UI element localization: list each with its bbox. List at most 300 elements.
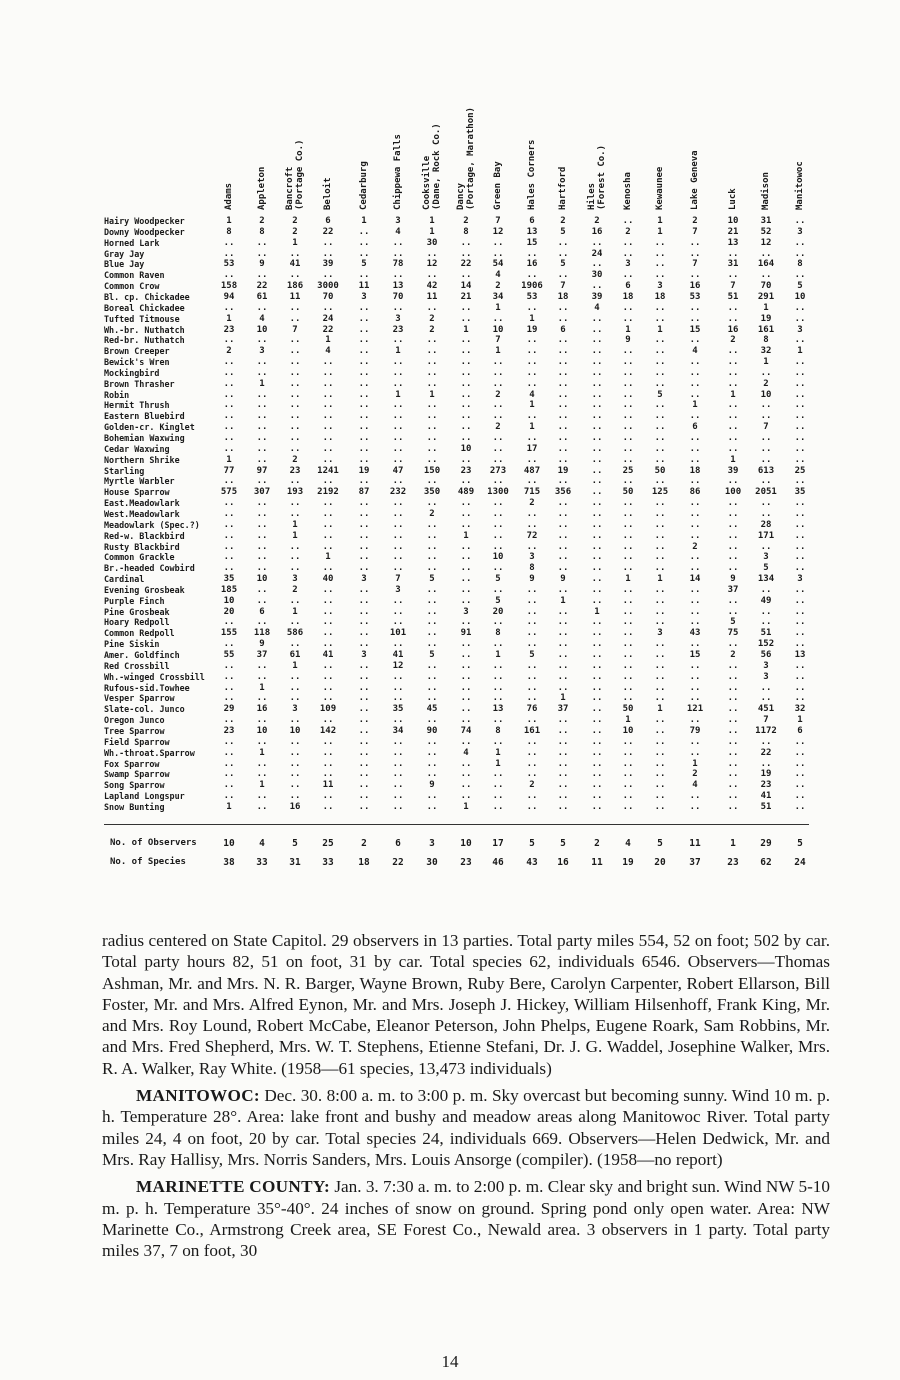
summary-cell: 11 xyxy=(591,857,603,868)
count-cell: 4 xyxy=(692,346,698,357)
species-name: Wh.-throat.Sparrow xyxy=(104,747,195,758)
count-cell: 5 xyxy=(361,259,367,270)
count-cell: .. xyxy=(689,367,701,378)
count-cell: .. xyxy=(460,736,472,747)
count-cell: .. xyxy=(689,552,701,563)
count-cell: 24 xyxy=(591,248,603,259)
count-cell: 9 xyxy=(259,639,265,650)
count-cell: .. xyxy=(526,248,538,259)
count-cell: 2 xyxy=(292,216,298,226)
species-name: Song Sparrow xyxy=(104,780,165,791)
count-cell: 7 xyxy=(692,259,698,270)
count-cell: 109 xyxy=(319,704,337,715)
count-cell: 50 xyxy=(654,465,666,476)
count-cell: .. xyxy=(526,541,538,552)
count-cell: 1 xyxy=(259,378,265,389)
count-cell: .. xyxy=(654,650,666,660)
count-cell: 10 xyxy=(223,595,235,606)
species-name: Downy Woodpecker xyxy=(104,226,185,237)
count-cell: .. xyxy=(689,693,701,704)
count-cell: .. xyxy=(760,584,772,595)
count-cell: 613 xyxy=(757,465,775,476)
count-cell: .. xyxy=(426,302,438,313)
count-cell: .. xyxy=(322,498,334,509)
count-cell: .. xyxy=(223,791,235,802)
count-cell: .. xyxy=(223,422,235,433)
count-cell: 1 xyxy=(429,389,435,400)
count-cell: .. xyxy=(622,237,634,248)
count-cell: .. xyxy=(760,411,772,422)
count-cell: .. xyxy=(256,443,268,454)
count-cell: .. xyxy=(392,335,404,346)
count-cell: .. xyxy=(322,758,334,769)
count-cell: .. xyxy=(256,411,268,422)
count-cell: .. xyxy=(289,389,301,400)
count-cell: .. xyxy=(460,682,472,693)
count-cell: .. xyxy=(794,606,806,617)
count-cell: .. xyxy=(591,498,603,509)
count-cell: 16 xyxy=(526,259,538,270)
count-cell: .. xyxy=(460,422,472,433)
count-cell: .. xyxy=(557,476,569,487)
count-cell: 1 xyxy=(463,324,469,335)
count-cell: 19 xyxy=(526,324,538,335)
count-cell: .. xyxy=(426,400,438,411)
count-cell: .. xyxy=(794,801,806,812)
count-cell: .. xyxy=(557,639,569,650)
count-cell: .. xyxy=(358,400,370,411)
count-cell: .. xyxy=(591,433,603,443)
count-cell: .. xyxy=(358,660,370,671)
species-name: Rufous-sid.Towhee xyxy=(104,682,190,693)
column-header xyxy=(527,75,545,210)
count-cell: 7 xyxy=(763,715,769,726)
count-cell: 41 xyxy=(322,650,334,660)
count-cell: .. xyxy=(223,508,235,519)
count-cell: .. xyxy=(256,758,268,769)
count-cell: .. xyxy=(557,237,569,248)
count-cell: .. xyxy=(358,747,370,758)
count-cell: .. xyxy=(426,346,438,357)
count-cell: .. xyxy=(426,769,438,780)
count-cell: .. xyxy=(689,595,701,606)
species-name: Brown Thrasher xyxy=(104,378,175,389)
count-cell: .. xyxy=(426,248,438,259)
count-cell: 2 xyxy=(692,769,698,780)
count-cell: .. xyxy=(358,595,370,606)
count-cell: .. xyxy=(322,671,334,682)
count-cell: .. xyxy=(654,433,666,443)
count-cell: .. xyxy=(591,584,603,595)
count-cell: 23 xyxy=(223,725,235,736)
summary-label: No. of Species xyxy=(110,857,186,867)
count-cell: .. xyxy=(492,357,504,368)
count-cell: 186 xyxy=(286,281,304,292)
count-cell: .. xyxy=(760,400,772,411)
count-cell: 8 xyxy=(495,628,501,639)
count-cell: .. xyxy=(358,736,370,747)
count-cell: 6 xyxy=(325,216,331,226)
column-header xyxy=(587,75,605,210)
count-cell: .. xyxy=(591,769,603,780)
count-cell: 2 xyxy=(529,780,535,791)
summary-cell: 25 xyxy=(322,838,334,849)
count-cell: .. xyxy=(654,302,666,313)
count-cell: 15 xyxy=(526,237,538,248)
count-cell: .. xyxy=(622,791,634,802)
species-name: House Sparrow xyxy=(104,487,170,498)
count-cell: .. xyxy=(526,357,538,368)
species-name: Hermit Thrush xyxy=(104,400,170,411)
column-header xyxy=(728,75,746,210)
count-cell: .. xyxy=(557,357,569,368)
column-header xyxy=(623,75,641,210)
count-cell: .. xyxy=(622,660,634,671)
count-cell: .. xyxy=(492,400,504,411)
count-cell: 12 xyxy=(426,259,438,270)
count-cell: .. xyxy=(689,519,701,530)
count-cell: .. xyxy=(392,248,404,259)
count-cell: .. xyxy=(358,433,370,443)
count-cell: .. xyxy=(460,378,472,389)
count-cell: .. xyxy=(392,693,404,704)
count-cell: .. xyxy=(557,422,569,433)
count-cell: .. xyxy=(289,302,301,313)
count-cell: 40 xyxy=(322,574,334,585)
count-cell: .. xyxy=(358,639,370,650)
count-cell: .. xyxy=(689,357,701,368)
count-cell: .. xyxy=(689,801,701,812)
count-cell: .. xyxy=(557,584,569,595)
count-cell: .. xyxy=(689,791,701,802)
count-cell: .. xyxy=(622,563,634,574)
count-cell: .. xyxy=(460,346,472,357)
count-cell: 1 xyxy=(429,226,435,237)
count-cell: .. xyxy=(223,747,235,758)
count-cell: .. xyxy=(794,563,806,574)
count-cell: .. xyxy=(289,270,301,281)
count-cell: .. xyxy=(460,519,472,530)
count-cell: .. xyxy=(223,660,235,671)
column-header-line: (Portage Co.) xyxy=(295,139,305,210)
column-header-text xyxy=(527,140,537,210)
count-cell: .. xyxy=(526,769,538,780)
count-cell: .. xyxy=(794,693,806,704)
count-cell: .. xyxy=(526,758,538,769)
count-cell: .. xyxy=(622,313,634,324)
count-cell: .. xyxy=(654,422,666,433)
count-cell: .. xyxy=(689,389,701,400)
count-cell: 4 xyxy=(259,313,265,324)
count-cell: 10 xyxy=(256,574,268,585)
count-cell: .. xyxy=(492,454,504,465)
count-cell: .. xyxy=(654,541,666,552)
count-cell: 13 xyxy=(392,281,404,292)
count-cell: 3 xyxy=(395,584,401,595)
count-cell: .. xyxy=(392,606,404,617)
count-cell: .. xyxy=(727,443,739,454)
count-cell: 23 xyxy=(223,324,235,335)
count-cell: .. xyxy=(460,552,472,563)
count-cell: 3 xyxy=(797,324,803,335)
count-cell: .. xyxy=(622,454,634,465)
count-cell: 5 xyxy=(429,650,435,660)
count-cell: .. xyxy=(622,617,634,628)
summary-cell: 3 xyxy=(429,838,435,849)
count-cell: .. xyxy=(392,270,404,281)
count-cell: .. xyxy=(794,595,806,606)
count-cell: .. xyxy=(223,541,235,552)
count-cell: .. xyxy=(557,498,569,509)
count-cell: .. xyxy=(591,736,603,747)
count-cell: .. xyxy=(289,476,301,487)
count-cell: .. xyxy=(460,476,472,487)
count-cell: .. xyxy=(460,769,472,780)
count-cell: 15 xyxy=(689,650,701,660)
count-cell: .. xyxy=(689,747,701,758)
column-header-line: Green Bay xyxy=(493,161,503,210)
count-cell: .. xyxy=(794,498,806,509)
count-cell: 2 xyxy=(292,454,298,465)
count-cell: 39 xyxy=(322,259,334,270)
count-cell: .. xyxy=(256,563,268,574)
count-cell: .. xyxy=(460,617,472,628)
count-cell: .. xyxy=(591,574,603,585)
column-header-line: Madison xyxy=(761,172,771,210)
count-cell: .. xyxy=(289,508,301,519)
count-cell: .. xyxy=(591,617,603,628)
count-cell: 9 xyxy=(429,780,435,791)
count-cell: 41 xyxy=(760,791,772,802)
count-cell: 142 xyxy=(319,725,337,736)
count-cell: .. xyxy=(426,693,438,704)
count-cell: .. xyxy=(460,367,472,378)
count-cell: 171 xyxy=(757,530,775,541)
count-cell: .. xyxy=(622,780,634,791)
count-cell: .. xyxy=(591,552,603,563)
count-cell: .. xyxy=(358,313,370,324)
species-name: Robin xyxy=(104,389,130,400)
count-cell: .. xyxy=(322,595,334,606)
count-cell: 185 xyxy=(220,584,238,595)
count-cell: 3 xyxy=(529,552,535,563)
count-cell: 575 xyxy=(220,487,238,498)
column-header-text xyxy=(285,140,305,210)
count-cell: .. xyxy=(460,704,472,715)
count-cell: 1 xyxy=(625,574,631,585)
count-cell: .. xyxy=(322,378,334,389)
count-cell: .. xyxy=(289,780,301,791)
count-cell: .. xyxy=(526,736,538,747)
count-cell: 55 xyxy=(223,650,235,660)
count-cell: 489 xyxy=(457,487,475,498)
count-cell: .. xyxy=(794,367,806,378)
count-cell: 32 xyxy=(794,704,806,715)
count-cell: .. xyxy=(392,758,404,769)
count-cell: 10 xyxy=(492,552,504,563)
count-cell: 1 xyxy=(657,216,663,226)
count-cell: .. xyxy=(760,443,772,454)
count-cell: .. xyxy=(492,530,504,541)
count-cell: .. xyxy=(526,682,538,693)
column-header-line: Luck xyxy=(728,188,738,210)
count-cell: .. xyxy=(492,584,504,595)
count-cell: .. xyxy=(557,530,569,541)
count-cell: 1 xyxy=(495,747,501,758)
count-cell: .. xyxy=(689,682,701,693)
count-cell: .. xyxy=(358,302,370,313)
count-cell: .. xyxy=(460,780,472,791)
count-cell: .. xyxy=(392,736,404,747)
count-cell: .. xyxy=(654,454,666,465)
count-cell: .. xyxy=(358,226,370,237)
count-cell: .. xyxy=(223,519,235,530)
count-cell: .. xyxy=(622,400,634,411)
count-cell: 8 xyxy=(529,563,535,574)
count-cell: .. xyxy=(392,367,404,378)
count-cell: 97 xyxy=(256,465,268,476)
count-cell: .. xyxy=(358,508,370,519)
count-cell: .. xyxy=(223,400,235,411)
count-cell: .. xyxy=(727,248,739,259)
count-cell: .. xyxy=(322,237,334,248)
species-name: Northern Shrike xyxy=(104,454,180,465)
count-cell: 134 xyxy=(757,574,775,585)
count-cell: .. xyxy=(492,780,504,791)
count-cell: .. xyxy=(460,715,472,726)
species-name: Pine Grosbeak xyxy=(104,606,170,617)
count-cell: .. xyxy=(794,508,806,519)
summary-cell: 16 xyxy=(557,857,569,868)
count-cell: .. xyxy=(223,476,235,487)
count-cell: .. xyxy=(392,454,404,465)
count-cell: 7 xyxy=(730,281,736,292)
count-cell: .. xyxy=(689,715,701,726)
species-name: Wh.-winged Crossbill xyxy=(104,671,205,682)
count-cell: .. xyxy=(322,617,334,628)
count-cell: .. xyxy=(358,411,370,422)
species-name: Mockingbird xyxy=(104,367,160,378)
count-cell: .. xyxy=(727,704,739,715)
count-cell: .. xyxy=(591,324,603,335)
count-cell: .. xyxy=(622,357,634,368)
count-cell: .. xyxy=(460,313,472,324)
count-cell: .. xyxy=(492,769,504,780)
count-cell: .. xyxy=(322,530,334,541)
count-cell: .. xyxy=(591,335,603,346)
count-cell: 3000 xyxy=(317,281,339,292)
count-cell: .. xyxy=(622,584,634,595)
madison-paragraph: radius centered on State Capitol. 29 observers in 13 parties. Total party miles 554, 52 on foot; 502 by car. Total party hours 82, 51 on foot, 31 by car. Total species 62, individuals 6546. Observers—Thomas Ashman, Mr. and Mrs. N. R. Barger, Wayne Brown, Ruby Bere, Carolyn Carpenter, Robert Ellarson, Bill Foster, Mr. and Mrs. Alfred Eynon, Mr. and Mrs. Joseph J. Hickey, William Hilsenhoff, Frank King, Mr. and Mrs. Roy Lound, Robert McCabe, Eleanor Peterson, John Phelps, Eugene Roark, Sam Robbins, Mr. and Mrs. Fred Shepherd, Mrs. W. T. Stephens, Etienne Stefani, Dr. J. G. Waddel, Josephine Walker, Mrs. R. A. Walker, Ray White. (1958—61 species, 13,473 individuals) xyxy=(102,931,830,1078)
count-cell: .. xyxy=(727,660,739,671)
count-cell: 715 xyxy=(523,487,541,498)
species-name: Pine Siskin xyxy=(104,639,160,650)
count-cell: 487 xyxy=(523,465,541,476)
count-cell: .. xyxy=(689,530,701,541)
count-cell: 56 xyxy=(760,650,772,660)
count-cell: .. xyxy=(727,346,739,357)
count-cell: 37 xyxy=(256,650,268,660)
count-cell: .. xyxy=(557,736,569,747)
report-text xyxy=(102,930,830,1261)
count-cell: 76 xyxy=(526,704,538,715)
column-header-text xyxy=(493,161,503,210)
species-name: Hairy Woodpecker xyxy=(104,216,185,226)
count-cell: .. xyxy=(794,248,806,259)
count-cell: .. xyxy=(794,400,806,411)
count-cell: 41 xyxy=(392,650,404,660)
count-cell: 1 xyxy=(226,454,232,465)
summary-cell: 2 xyxy=(361,838,367,849)
count-cell: .. xyxy=(256,552,268,563)
count-cell: .. xyxy=(591,259,603,270)
count-cell: .. xyxy=(256,801,268,812)
count-cell: .. xyxy=(760,498,772,509)
species-name: Fox Sparrow xyxy=(104,758,160,769)
species-name: Br.-headed Cowbird xyxy=(104,563,195,574)
count-cell: 5 xyxy=(495,574,501,585)
count-cell: .. xyxy=(256,237,268,248)
count-cell: 2 xyxy=(730,335,736,346)
count-cell: .. xyxy=(794,671,806,682)
count-cell: 13 xyxy=(794,650,806,660)
summary-cell: 6 xyxy=(395,838,401,849)
count-cell: .. xyxy=(591,650,603,660)
count-cell: 74 xyxy=(460,725,472,736)
count-cell: .. xyxy=(794,530,806,541)
count-cell: .. xyxy=(654,498,666,509)
count-cell: 22 xyxy=(322,226,334,237)
count-cell: 1 xyxy=(395,346,401,357)
species-name: Golden-cr. Kinglet xyxy=(104,422,195,433)
count-cell: 11 xyxy=(426,291,438,302)
count-cell: .. xyxy=(727,715,739,726)
count-cell: .. xyxy=(622,378,634,389)
count-cell: .. xyxy=(223,552,235,563)
count-cell: 1 xyxy=(657,324,663,335)
count-cell: .. xyxy=(760,617,772,628)
count-cell: .. xyxy=(358,530,370,541)
count-cell: 3 xyxy=(395,216,401,226)
column-header-line: Cedarburg xyxy=(359,161,369,210)
count-cell: .. xyxy=(289,617,301,628)
count-cell: .. xyxy=(223,433,235,443)
count-cell: 45 xyxy=(426,704,438,715)
manitowoc-paragraph xyxy=(102,1085,830,1170)
count-cell: .. xyxy=(256,302,268,313)
count-cell: .. xyxy=(426,639,438,650)
count-cell: .. xyxy=(392,801,404,812)
summary-cell: 38 xyxy=(223,857,235,868)
count-cell: 18 xyxy=(557,291,569,302)
count-cell: .. xyxy=(557,715,569,726)
count-cell: 77 xyxy=(223,465,235,476)
count-cell: 10 xyxy=(492,324,504,335)
count-cell: .. xyxy=(557,248,569,259)
count-cell: 37 xyxy=(557,704,569,715)
species-name: Meadowlark (Spec.?) xyxy=(104,519,200,530)
count-cell: .. xyxy=(591,758,603,769)
column-header-text xyxy=(655,167,665,210)
count-cell: 70 xyxy=(322,291,334,302)
count-cell: .. xyxy=(591,443,603,454)
count-cell: .. xyxy=(622,498,634,509)
count-cell: 30 xyxy=(426,237,438,248)
column-header-line: (Forest Co.) xyxy=(597,144,607,210)
count-cell: 1 xyxy=(529,400,535,411)
count-cell: 1 xyxy=(259,682,265,693)
species-name: Myrtle Warbler xyxy=(104,476,175,487)
